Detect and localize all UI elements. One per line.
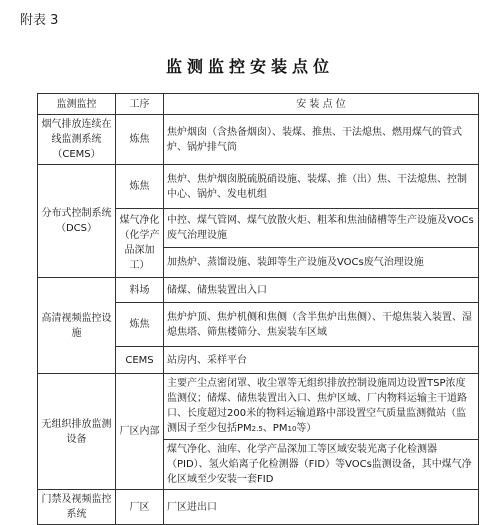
location-dcs-1: 焦炉、焦炉烟囱脱硫脱硝设施、装煤、推（出）焦、干法熄焦、控制中心、锅炉、发电机组	[164, 165, 479, 209]
monitoring-table	[37, 93, 479, 525]
process-video-2: 炼焦	[116, 303, 164, 347]
location-dcs-2: 中控、煤气管网、煤气放散火炬、粗苯和焦油储槽等生产设施及VOCs废气治理设施	[164, 209, 479, 248]
table-row-cems	[38, 115, 479, 165]
table-row-gate	[38, 490, 479, 525]
process-dcs-1: 炼焦	[116, 165, 164, 209]
process-dcs-2: 煤气净化（化学产品深加工）	[116, 209, 164, 278]
category-unorganized: 无组织排放监测设备	[38, 374, 116, 490]
unorganized-text-a: 主要产尘点密闭罩、收尘罩等无组织排放控制设施周边设置TSP浓度监测仪；储煤、储焦装置出入口、焦炉区域、厂内物料运输主干道路口、长度超过200米的物料运输道路中部设置空气质量监测微站（监测因子至少包括PM	[167, 378, 467, 434]
category-gate: 门禁及视频监控系统	[38, 490, 116, 525]
category-cems: 烟气排放连续在线监测系统（CEMS）	[38, 115, 116, 165]
header-location: 安 装 点 位	[164, 94, 479, 115]
unorganized-text-b: 、PM	[262, 423, 288, 434]
table-row-dcs-1	[38, 165, 479, 209]
category-dcs: 分布式控制系统（DCS）	[38, 165, 116, 278]
header-category: 监测监控	[38, 94, 116, 115]
attachment-label: 附表 3	[20, 13, 59, 28]
category-video: 高清视频监控设施	[38, 278, 116, 374]
location-video-3: 站房内、采样平台	[164, 347, 479, 374]
location-video-2: 焦炉炉顶、焦炉机侧和焦侧（含半焦炉出焦侧）、干熄焦装入装置、湿熄焦塔、筛焦楼筛分、焦炭装车区域	[164, 303, 479, 347]
pm25-subscript: 2.5	[251, 425, 263, 433]
page-title: 监测监控安装点位	[165, 57, 334, 76]
table-row-unorganized-1	[38, 374, 479, 440]
process-gate: 厂区	[116, 490, 164, 525]
process-video-3: CEMS	[116, 347, 164, 374]
location-unorganized-2: 煤气净化、油库、化学产品深加工等区域安装光离子化检测器（PID）、氢火焰离子化检测器（FID）等VOCs监测设备，其中煤气净化区域至少安装一套FID	[164, 440, 479, 490]
process-cems: 炼焦	[116, 115, 164, 165]
location-dcs-3: 加热炉、蒸馏设施、装卸等生产设施及VOCs废气治理设施	[164, 248, 479, 278]
location-cems: 焦炉烟囱（含热备烟囱）、装煤、推焦、干法熄焦、燃用煤气的管式炉、锅炉排气筒	[164, 115, 479, 165]
table-row-video-1	[38, 278, 479, 303]
pm10-subscript: 10	[287, 425, 297, 433]
process-unorganized: 厂区内部	[116, 374, 164, 490]
header-process: 工序	[116, 94, 164, 115]
header-row	[38, 94, 479, 115]
location-unorganized-1	[164, 374, 479, 440]
process-video-1: 料场	[116, 278, 164, 303]
unorganized-text-c: 等）	[296, 423, 317, 434]
location-gate: 厂区进出口	[164, 490, 479, 525]
location-video-1: 储煤、储焦装置出入口	[164, 278, 479, 303]
